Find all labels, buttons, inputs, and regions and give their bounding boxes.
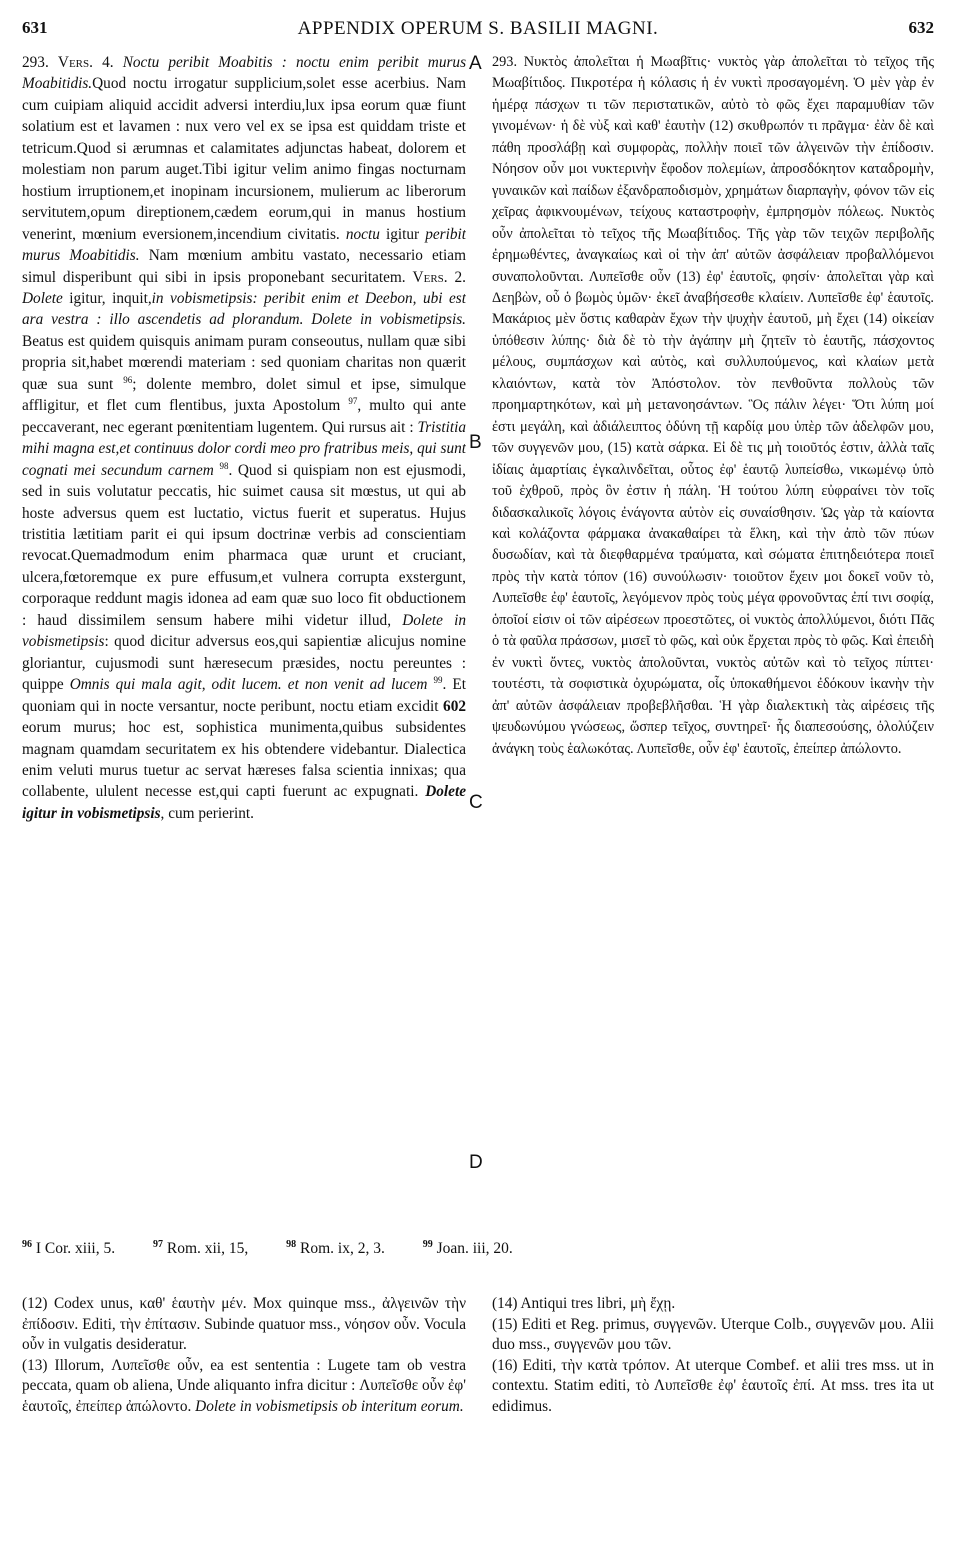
verse-label: Vers. xyxy=(57,54,93,71)
latin-text: : quod dicitur adversus eos,qui sapientiæ alicujus nomine gloriantur, cujusmodi sunt hæresecum præsides, noctu pereuntes : quippe xyxy=(22,633,466,694)
footnote-ref: 96 xyxy=(123,374,133,385)
footnote-ref: 99 xyxy=(433,675,443,686)
ref-text: I Cor. xiii, 5. xyxy=(35,1240,116,1257)
footnote-12: (12) Codex unus, καθ' ἑαυτὴν μέν. Mox quinque mss., ἀλγεινῶν τὴν ἐπίδοσιν. Editi, τὴν ἐπίτασιν. Subinde quatuor mss., νόησον οὖν. Vocula οὖν in vulgatis desideratur. xyxy=(22,1295,466,1354)
ref-number: 96 xyxy=(22,1238,32,1250)
reference-98 xyxy=(286,1240,385,1257)
latin-text: igitur xyxy=(385,225,420,243)
lemma: Dolete igitur in vobismetipsis xyxy=(22,783,466,822)
footnote-italic: Dolete in vobismetipsis ob interitum eorum. xyxy=(195,1397,464,1415)
ref-number: 99 xyxy=(422,1238,433,1250)
latin-text: , cum perierint. xyxy=(160,804,254,822)
footnotes-left xyxy=(22,1294,466,1418)
verse-number: 4. xyxy=(102,54,114,71)
footnote-16: (16) Editi, τὴν κατὰ τρόπον. At uterque Combef. et alii tres mss. ut in contextu. Statim editi, τὸ Λυπεῖσθε ἐφ' ἑαυτοῖς ἐπί. At mss. tres ita ut edidimus. xyxy=(492,1356,934,1415)
latin-text: Quod noctu irrogatur supplicium,solet esse acerbius. Nam cum cuipiam aliquid accidit adversi interdiu,lux ipsa eorum quæ fiunt solatium est et lavamen : nux vero vel ex se ipsa est quiddam triste et tetricum.Quod si ærumnas et calamitates adjunctas habeat, dolorem et molestiam non parum auget.Tibi igitur velim animo fingas nocturnam hostium irruptionem,et inopinam incursionem, mulierum ac liberorum servitutem,opum direptionem,cædem eorum,qui in manus hostium venerint, mœnium eversionem,incendium civitatis. xyxy=(22,75,466,243)
reference-99 xyxy=(423,1240,513,1257)
lemma: peribit murus Moabitidis. xyxy=(22,225,466,265)
latin-text: Beatus est quidem quisquis animam puram conseoutus, nullam quæ sibi propria sit,habet mœrendi materiam : sed quoniam charitas non quærit quæ sua sunt xyxy=(22,332,466,393)
ref-number: 97 xyxy=(152,1238,163,1250)
greek-column xyxy=(492,52,934,1220)
latin-text: ; dolente membro, dolet simul et ipse, simulque affligitur, et flet cum flentibus, juxta Apostolum xyxy=(22,375,466,415)
lemma: in vobismetipsis: peribit enim et Deebon, ubi est ara vestra : illo ascendetis ad plorandum. Dolete in vobismetipsis. xyxy=(22,289,466,329)
footnote-ref: 98 xyxy=(219,460,229,471)
lemma: noctu xyxy=(345,225,380,243)
latin-text: eorum murus; hoc est, sophistica munimenta,quibus subsidentes magnam quamdam securitatem ex his obtendere videbantur. Dialectica enim veluti murus tuetur ac servat hæreses falsa scientia innixas; qua collabente, ululent necesse est,qui capti fuerunt ac expugnati. xyxy=(22,719,466,801)
column-number: 602 xyxy=(443,697,466,715)
reference-96 xyxy=(22,1240,115,1257)
latin-column xyxy=(22,52,466,1220)
running-title: APPENDIX OPERUM S. BASILII MAGNI. xyxy=(297,18,659,39)
ref-text: Rom. xii, 15, xyxy=(166,1240,249,1257)
margin-marker-b: B xyxy=(469,432,482,453)
lemma: Omnis qui mala agit, odit lucem. et non venit ad lucem xyxy=(69,676,428,694)
latin-text: . Quod si quispiam non est ejusmodi, sed in suis volutatur peccatis, hic suimet causa sit mœstus, ut qui ab hoste adversus quem est luctatio, victus fuerit et superatus. Hujus tristitia lætitiam parit ei qui ipsum doctrinæ verbis ad conscientiam revocat.Quemadmodum enim pharmaca quæ urunt et cruciant, ulcera,fœtoremque ex pure effusum,et vulnera corrupta exstergunt, corporaque reddunt magis idonea ad eam quæ suo loco fit obductionem : haud dissimilem sensum habere mihi videtur illud, xyxy=(22,461,466,629)
latin-text: Nam mœnium ambitu vastato, necessario etiam simul disperibunt qui sibi in ipsis proponebant securitatem. xyxy=(22,247,466,286)
latin-text: . Et quoniam qui in nocte versantur, nocte peribunt, noctu etiam excidit xyxy=(22,676,466,715)
latin-paragraph xyxy=(22,52,466,824)
page-number-right: 632 xyxy=(908,18,934,37)
ref-text: Joan. iii, 20. xyxy=(436,1240,513,1257)
verse-label: Vers. xyxy=(412,268,448,286)
footnotes-right xyxy=(492,1294,934,1418)
footnote-text: (13) Illorum, Λυπεῖσθε οὖν, ea est sententia : Lugete tam ob vestra peccata, quam ob aliena, Unde aliquanto infra dicitur : Λυπεῖσθε οὖν ἐφ' ἑαυτοῖς, ἐπείπερ ἀπώλοντο. xyxy=(22,1356,466,1415)
margin-marker-c: C xyxy=(469,792,483,813)
lemma: Noctu peribit Moabitis : noctu enim peribit murus Moabitidis. xyxy=(22,54,466,93)
running-header xyxy=(22,18,934,44)
footnote-15: (15) Editi et Reg. primus, συγγενῶν. Uterque Colb., συγγενῶν μου. Alii duo mss., συγγενῶν μου τῶν. xyxy=(492,1315,934,1354)
footnote-ref: 97 xyxy=(348,396,358,407)
latin-text: igitur, inquit, xyxy=(69,289,152,307)
greek-text: 293. Νυκτὸς ἀπολεῖται ἡ Μωαβῖτις· νυκτὸς γὰρ ἀπολεῖται τὸ τεῖχος τῆς Μωαβίτιδος. Πικροτέρα ἡ κόλασις ἡ ἐν νυκτὶ προσαγομένη. Ὁ μὲν γὰρ ἐν ἡμέρᾳ πάσχων τι τῶν περιστατικῶν, αὐτὸ τὸ φῶς ἔχει παραμυθίαν τῶν γινομένων· ἡ δὲ νὺξ καὶ καθ' ἑαυτὴν (12) σκυθρωπόν τι πρᾶγμα· ἐὰν δὲ καὶ πάθη προσλάβῃ καὶ συμφορὰς, πολλὴν ποιεῖ τῶν ἀλγεινῶν τὴν ἐπίδοσιν. Νόησον οὖν μοι νυκτερινὴν ἔφοδον πολεμίων, ἀπροσδόκητον καταδρομὴν, γυναικῶν καὶ παίδων ἐξανδραποδισμὸν, χρημάτων διαρπαγὴν, φόνον τῶν εἰς χεῖρας ἀφικνουμένων, τείχους καταστροφὴν, ἐμπρησμὸν πόλεως. Νυκτὸς οὖν ἀπολεῖται τὸ τεῖχος τῆς Μωαβίτιδος. Τῆς γὰρ τῶν τειχῶν περιβολῆς ἐρημωθέντες, ἀναγκαίως καὶ οἱ τὴν ἀπ' αὐτῶν ἀσφάλειαν προβαλλόμενοι συναπολοῦνται. Λυπεῖσθε οὖν (13) ἐφ' ἑαυτοῖς, φησίν· ἀπολεῖται γὰρ καὶ Δεηβὼν, οὗ ὁ βωμὸς ὑμῶν· ἐκεῖ ἀναβήσεσθε κλαίειν. Λυπεῖσθε ἐφ' ἑαυτοῖς. Μακάριος μὲν ὅστις καθαρὰν ἔχων τὴν ψυχὴν ἑαυτοῦ, μὴ ἔχει (14) οἰκείαν ὑπόθεσιν λύπης· διὰ δὲ τὸ τὴν ἀγάπην μὴ ζητεῖν τὸ ἑαυτῆς, πάσχοντος μέλους, συμπάσχων καὶ αὐτὸς, καὶ συλλυπούμενος, καὶ κλαίων μετὰ κλαιόντων, κατὰ τὸν Ἀπόστολον. τὸν πενθοῦντα πολλοὺς τῶν προημαρτηκότων, καὶ μὴ μετανοησάντων. Ὃς πάλιν λέγει· Ὅτι λύπη μοί ἐστι μεγάλη, καὶ ἀδιάλειπτος ὀδύνη τῇ καρδίᾳ μου ὑπὲρ τῶν ἀδελφῶν μου, τῶν συγγενῶν μου, (15) κατὰ σάρκα. Εἰ δὲ τις μὴ τοιοῦτός ἐστιν, ἀλλὰ ταῖς ἰδίαις ἁμαρτίαις ἐγκαλινδεῖται, οὗτος ἐφ' ἑαυτῷ λυπείσθω, νικωμένῳ ὑπὸ τοῦ ἐχθροῦ, πρὸς ὃν ἐστιν ἡ πάλη. Ἡ τούτου λύπη εὐφραίνει τὸν τοῖς διδασκαλικοῖς λόγοις ἐνάγοντα αὐτὸν εἰς συναίσθησιν. Ὡς γὰρ τὰ καίοντα καὶ κολάζοντα φάρμακα ἀνακαθαίρει τὰ ἕλκη, καὶ τὴν ἀπὸ τῶν πύων δυσωδίαν, καὶ τὰ διεφθαρμένα τραύματα, καὶ σώματα ἐπιτηδειότερα ποιεῖ πρὸς τὴν κατὰ τόπον (16) συνούλωσιν· τοιοῦτον ἔχειν μοι δοκεῖ νοῦν τὸ, Λυπεῖσθε ἐφ' ἑαυτοῖς, λεγόμενον πρὸς τοὺς μέγα φρονοῦντας ἐπί τινι σοφίᾳ, ὁποῖοί εἰσιν οἱ τῶν αἱρέσεων προεστῶτες, οἱ νυκτὸς ἀπολλύμενοι, διότι Πᾶς ὁ τὰ φαῦλα πράσσων, μισεῖ τὸ φῶς, καὶ οὐκ ἔρχεται πρὸς τὸ φῶς. Καὶ ἐπειδὴ ἐν νυκτὶ ὄντες, νυκτὸς ἀπολοῦνται, νυκτὸς αὐτῶν καὶ τὸ τεῖχος πίπτει· τουτέστι, τὰ σοφιστικὰ ὀχυρώματα, οἷς ὑποκαθήμενοι ἐδόκουν ἱκανὴν τὴν ἀπ' αὐτῶν ἀσφάλειαν προβεβλῆσθαι. Ἡ γὰρ διαλεκτικὴ τὰς αἱρέσεις τῆς ψευδωνύμου γνώσεως, ὥσπερ τεῖχος, συντηρεῖ· ἧς διαπεσούσης, ὀλολύζειν ἀνάγκη τοὺς ἑαλωκότας. Λυπεῖσθε, οὖν ἐφ' ἑαυτοῖς, ἐπείπερ ἀπώλοντο. xyxy=(492,54,934,757)
footnote-14: (14) Antiqui tres libri, μὴ ἔχῃ. xyxy=(492,1295,676,1312)
lemma: Dolete xyxy=(22,289,63,307)
ref-number: 98 xyxy=(286,1238,297,1250)
margin-marker-d: D xyxy=(469,1152,483,1173)
ref-text: Rom. ix, 2, 3. xyxy=(300,1240,385,1257)
margin-marker-a: A xyxy=(469,53,482,74)
lemma: Dolete in vobismetipsis xyxy=(22,611,466,651)
latin-text: , multo qui ante peccaverant, nec egerant pœnitentiam lugentem. Qui rursus ait : xyxy=(22,397,466,436)
scripture-references xyxy=(22,1240,934,1258)
footnote-13 xyxy=(22,1356,466,1418)
verse-number: 2. xyxy=(454,268,466,286)
page-number-left: 631 xyxy=(22,18,48,37)
lemma: Tristitia mihi magna est,et continuus dolor cordi meo pro fratribus meis, qui sunt cognati mei secundum carnem xyxy=(22,418,466,479)
section-number: 293. xyxy=(22,54,49,71)
reference-97 xyxy=(153,1240,248,1257)
